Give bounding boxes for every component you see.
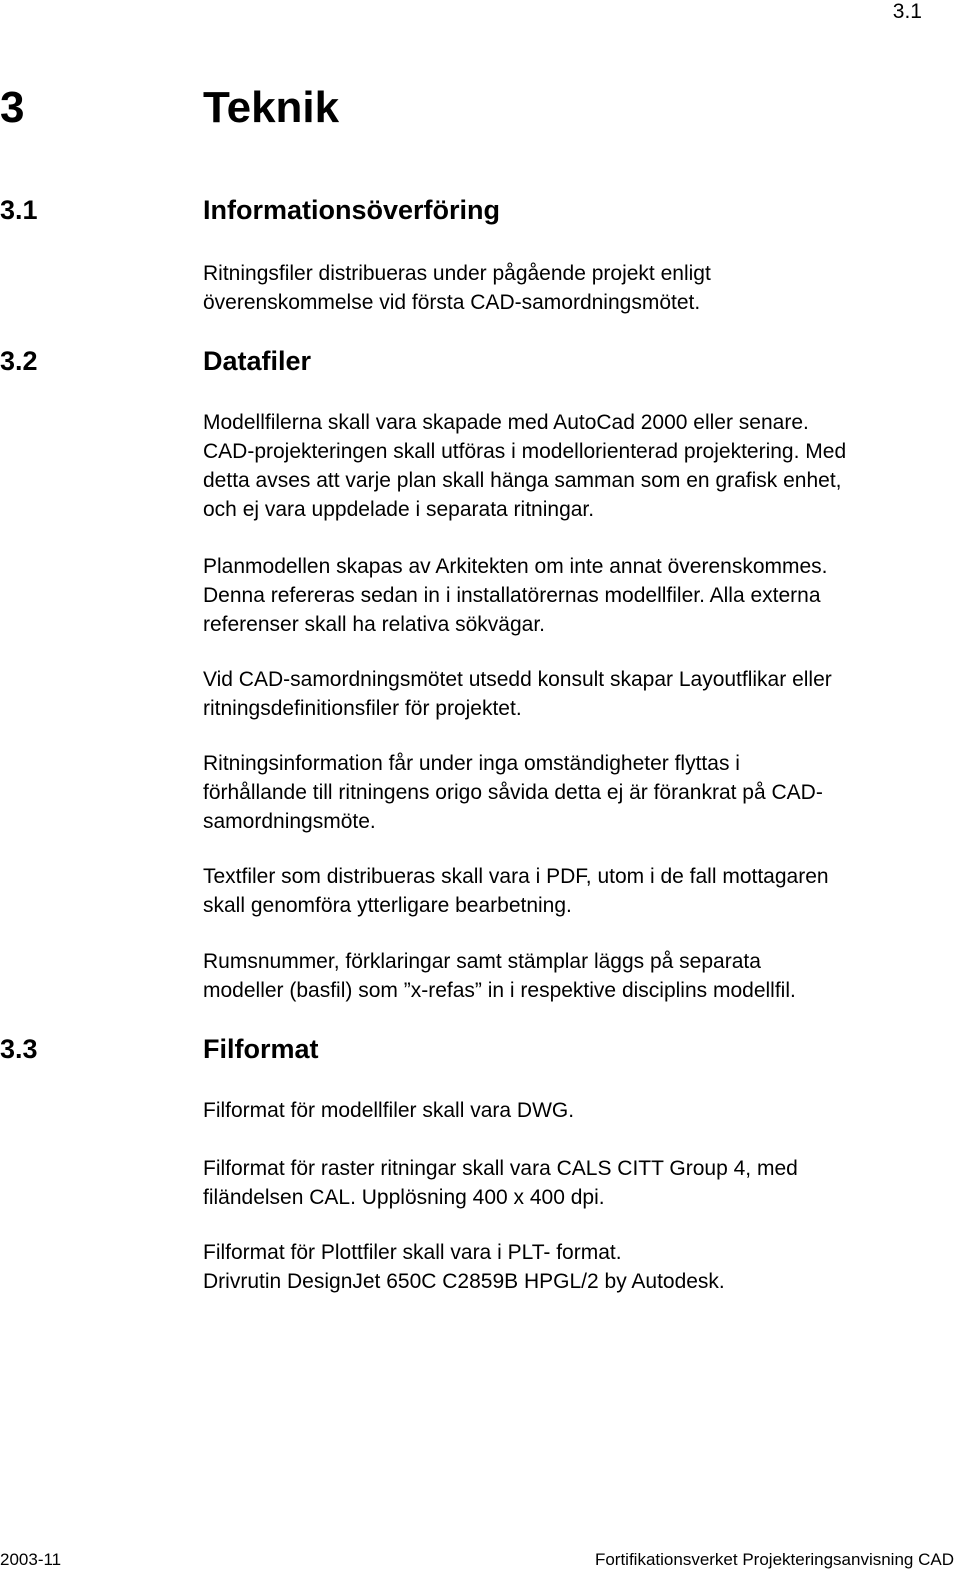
paragraph xyxy=(203,665,943,723)
text-line: detta avses att varje plan skall hänga samman som en grafisk enhet, xyxy=(203,469,842,492)
text-line: filändelsen CAL. Upplösning 400 x 400 dpi. xyxy=(203,1186,605,1209)
text-line: skall genomföra ytterligare bearbetning. xyxy=(203,894,572,917)
text-line: Rumsnummer, förklaringar samt stämplar läggs på separata xyxy=(203,950,761,973)
section-title: Informationsöverföring xyxy=(203,195,501,225)
text-line: Modellfilerna skall vara skapade med AutoCad 2000 eller senare. xyxy=(203,411,809,434)
text-line: Filformat för Plottfiler skall vara i PLT- format. xyxy=(203,1241,622,1264)
text-line: Textfiler som distribueras skall vara i PDF, utom i de fall mottagaren xyxy=(203,865,829,888)
paragraph xyxy=(203,1154,943,1212)
text-line: Filformat för raster ritningar skall vara CALS CITT Group 4, med xyxy=(203,1157,798,1180)
paragraph xyxy=(203,259,943,317)
paragraph xyxy=(203,749,943,836)
section-title: Datafiler xyxy=(203,346,312,376)
text-line: ritningsdefinitionsfiler för projektet. xyxy=(203,697,522,720)
text-line: samordningsmöte. xyxy=(203,810,376,833)
text-line: Ritningsinformation får under inga omständigheter flyttas i xyxy=(203,752,740,775)
section-title: Filformat xyxy=(203,1034,319,1064)
text-line: Denna refereras sedan in i installatörernas modellfiler. Alla externa xyxy=(203,584,821,607)
footer-document-title: Fortifikationsverket Projekteringsanvisning CAD xyxy=(594,1550,954,1569)
text-line: överenskommelse vid första CAD-samordningsmötet. xyxy=(203,291,701,314)
page-number: 3.1 xyxy=(892,0,922,23)
text-line: CAD-projekteringen skall utföras i modellorienterad projektering. Med xyxy=(203,440,847,463)
text-line: förhållande till ritningens origo såvida detta ej är förankrat på CAD- xyxy=(203,781,823,804)
paragraph xyxy=(203,408,943,524)
paragraph xyxy=(203,1238,943,1296)
paragraph xyxy=(203,1096,943,1125)
text-line: modeller (basfil) som ”x-refas” in i respektive disciplins modellfil. xyxy=(203,979,796,1002)
text-line: Planmodellen skapas av Arkitekten om inte annat överenskommes. xyxy=(203,555,828,578)
text-line: Drivrutin DesignJet 650C C2859B HPGL/2 by Autodesk. xyxy=(203,1270,725,1293)
text-line: och ej vara uppdelade i separata ritningar. xyxy=(203,498,595,521)
paragraph xyxy=(203,552,943,639)
section-number: 3.2 xyxy=(0,346,38,376)
chapter-number: 3 xyxy=(0,83,25,132)
section-number: 3.3 xyxy=(0,1034,38,1064)
paragraph xyxy=(203,862,943,920)
text-line: Vid CAD-samordningsmötet utsedd konsult skapar Layoutflikar eller xyxy=(203,668,832,691)
text-line: referenser skall ha relativa sökvägar. xyxy=(203,613,545,636)
text-line: Filformat för modellfiler skall vara DWG. xyxy=(203,1099,575,1122)
footer-date: 2003-11 xyxy=(0,1550,62,1569)
chapter-title: Teknik xyxy=(203,83,340,132)
paragraph xyxy=(203,947,943,1005)
section-number: 3.1 xyxy=(0,195,38,225)
text-line: Ritningsfiler distribueras under pågående projekt enligt xyxy=(203,262,711,285)
